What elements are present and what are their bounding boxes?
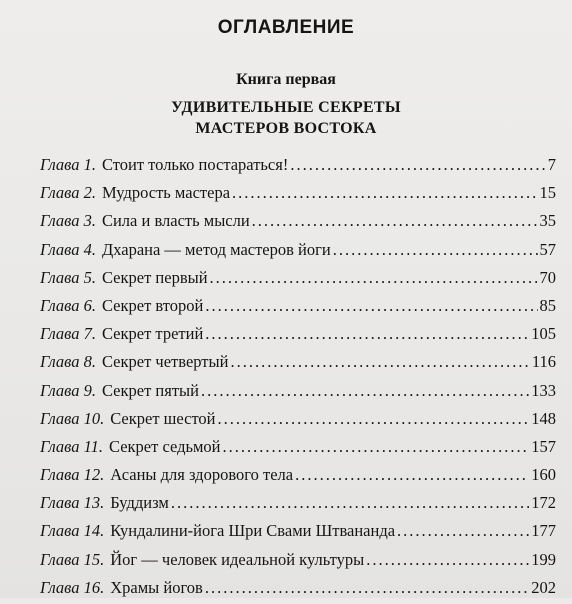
chapter-number: Глава 16. xyxy=(40,577,105,597)
chapter-number: Глава 3. xyxy=(40,211,96,231)
page-number: 70 xyxy=(539,267,556,287)
dot-leader xyxy=(252,209,538,233)
chapter-number: Глава 1. xyxy=(40,155,96,174)
dot-leader xyxy=(232,181,537,205)
chapter-title: Секрет первый xyxy=(101,267,208,287)
dot-leader xyxy=(201,379,529,403)
page-number: 148 xyxy=(531,408,556,428)
page-number: 133 xyxy=(531,380,556,400)
chapter-title: Секрет пятый xyxy=(101,380,199,400)
page-number: 199 xyxy=(531,549,556,569)
page-heading: ОГЛАВЛЕНИЕ xyxy=(217,17,355,38)
chapter-title: Секрет третий xyxy=(101,324,204,344)
chapter-number: Глава 13. xyxy=(40,493,105,513)
chapter-title: Секрет шестой xyxy=(110,408,216,428)
chapter-number: Глава 15. xyxy=(40,549,105,569)
chapter-number: Глава 7. xyxy=(40,324,96,344)
toc-entry xyxy=(40,153,556,181)
page-number: 35 xyxy=(539,211,556,231)
chapter-title: Секрет седьмой xyxy=(108,436,221,456)
toc-entry xyxy=(40,548,556,576)
dot-leader xyxy=(210,266,538,290)
dot-leader xyxy=(205,576,529,600)
toc-entry xyxy=(40,350,556,378)
chapter-number: Глава 4. xyxy=(40,239,96,259)
toc-entry xyxy=(40,294,556,322)
chapter-title: Мудрость мастера xyxy=(101,183,231,203)
page-number: 57 xyxy=(539,239,556,259)
chapter-number: Глава 8. xyxy=(40,352,96,372)
page-number: 7 xyxy=(547,155,556,174)
toc-entry xyxy=(40,491,556,519)
dot-leader xyxy=(295,463,529,487)
toc-entry xyxy=(40,181,556,209)
book-label: Книга первая xyxy=(236,71,336,88)
dot-leader xyxy=(333,238,538,262)
toc-entry xyxy=(40,266,556,294)
chapter-number: Глава 11. xyxy=(40,436,103,456)
chapter-title: Секрет второй xyxy=(101,295,204,315)
page-number: 15 xyxy=(539,183,556,203)
dot-leader xyxy=(230,350,529,374)
chapter-number: Глава 14. xyxy=(40,521,105,541)
toc-entry xyxy=(40,463,556,491)
page-number: 116 xyxy=(531,352,556,372)
dot-leader xyxy=(205,322,529,346)
page-number: 85 xyxy=(539,295,556,315)
toc-entry xyxy=(40,519,556,547)
dot-leader xyxy=(397,519,529,543)
page-number: 202 xyxy=(531,577,556,597)
chapter-title: Буддизм xyxy=(110,493,169,513)
chapter-number: Глава 12. xyxy=(40,465,105,485)
toc-entry xyxy=(40,407,556,435)
page-number: 160 xyxy=(531,465,556,485)
toc-entry xyxy=(40,576,556,604)
chapter-number: Глава 5. xyxy=(40,267,96,287)
page-number: 177 xyxy=(531,521,556,541)
chapter-number: Глава 9. xyxy=(40,380,96,400)
chapter-title: Асаны для здорового тела xyxy=(110,465,294,485)
dot-leader xyxy=(290,153,545,177)
toc-entry xyxy=(40,435,556,463)
chapter-number: Глава 2. xyxy=(40,183,96,203)
book-title-line-1: УДИВИТЕЛЬНЫЕ СЕКРЕТЫ xyxy=(171,99,401,116)
chapter-title: Кундалини-йога Шри Свами Штвананда xyxy=(110,521,396,541)
chapter-title: Сила и власть мысли xyxy=(101,211,250,231)
dot-leader xyxy=(223,435,530,459)
chapter-number: Глава 10. xyxy=(40,408,105,428)
chapter-title: Дхарана — метод мастеров йоги xyxy=(101,239,331,259)
chapter-title: Стоит только постараться! xyxy=(101,155,289,174)
toc-entry xyxy=(40,379,556,407)
dot-leader xyxy=(366,548,529,572)
table-of-contents xyxy=(40,153,556,604)
chapter-title: Йог — человек идеальной культуры xyxy=(110,549,365,569)
toc-entry xyxy=(40,322,556,350)
dot-leader xyxy=(218,407,530,431)
dot-leader xyxy=(205,294,537,318)
chapter-number: Глава 6. xyxy=(40,295,96,315)
book-title xyxy=(0,97,572,139)
page-number: 105 xyxy=(531,324,556,344)
chapter-title: Храмы йогов xyxy=(110,577,203,597)
book-title-line-2: МАСТЕРОВ ВОСТОКА xyxy=(195,120,377,137)
toc-entry xyxy=(40,238,556,266)
page-number: 157 xyxy=(531,436,556,456)
dot-leader xyxy=(171,491,529,515)
toc-entry xyxy=(40,209,556,237)
chapter-title: Секрет четвертый xyxy=(101,352,229,372)
page-number: 172 xyxy=(531,493,556,513)
